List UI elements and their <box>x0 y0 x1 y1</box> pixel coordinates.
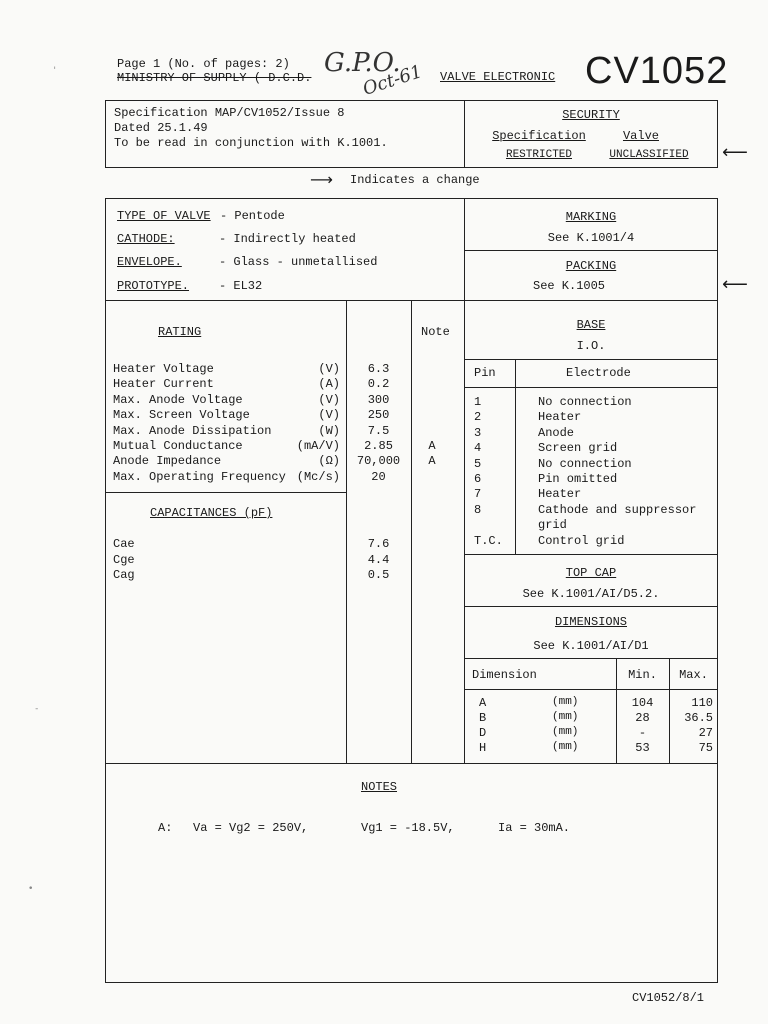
spec-line-2: Dated 25.1.49 <box>114 121 208 135</box>
rating-value: 6.3 <box>367 362 390 376</box>
dimension-name: H <box>479 741 487 755</box>
dimension-min: 53 <box>635 741 650 755</box>
rating-name: Anode Impedance <box>113 454 222 469</box>
notes-label: A: <box>158 821 173 835</box>
valve-category: VALVE ELECTRONIC <box>440 70 556 84</box>
prototype-value: - EL32 <box>219 279 263 293</box>
rating-value: 0.2 <box>367 377 390 392</box>
capacitance-value: 4.4 <box>367 552 390 567</box>
pin-electrode: Control grid <box>538 533 625 548</box>
rating-unit: (Mc/s) <box>296 469 340 484</box>
change-indicator-arrow-icon: ⟶ <box>310 170 333 189</box>
rating-value: 250 <box>367 408 390 423</box>
type-label: TYPE OF VALVE <box>117 209 211 223</box>
rating-note: A <box>428 454 436 469</box>
packing-value: See K.1005 <box>533 279 606 293</box>
handwritten-date: Oct-61 <box>360 61 425 100</box>
spec-label: Specification <box>492 129 586 143</box>
dimension-unit: (mm) <box>552 741 579 753</box>
change-arrow-icon: ⟵ <box>722 274 748 295</box>
rating-unit: (V) <box>318 392 340 407</box>
rating-unit: (V) <box>318 408 340 423</box>
dimension-unit: (mm) <box>552 726 579 738</box>
prototype-label: PROTOTYPE. <box>117 279 190 293</box>
base-title: BASE <box>576 318 606 332</box>
rating-name: Mutual Conductance <box>113 439 243 453</box>
rating-name: Max. Screen Voltage <box>113 408 250 423</box>
pin-number: 6 <box>474 472 482 486</box>
rating-unit: (V) <box>318 362 340 376</box>
dimension-unit: (mm) <box>552 711 579 723</box>
capacitance-name: Cge <box>113 552 135 567</box>
rating-value: 70,000 <box>356 454 401 469</box>
rating-name: Max. Anode Voltage <box>113 392 243 407</box>
rating-note: A <box>428 439 436 453</box>
rating-name: Max. Operating Frequency <box>113 469 286 484</box>
pin-electrode: No connection <box>538 456 632 471</box>
dimension-header: Dimension <box>472 668 537 682</box>
valve-security-value: UNCLASSIFIED <box>609 149 689 161</box>
pin-header: Pin <box>474 366 496 380</box>
base-value: I.O. <box>576 339 606 353</box>
dimension-min: - <box>638 726 647 740</box>
cathode-label: CATHODE: <box>117 232 175 246</box>
marking-value: See K.1001/4 <box>547 231 635 245</box>
type-value: - Pentode <box>220 209 285 223</box>
rating-title: RATING <box>158 325 202 339</box>
notes-text-1: Va = Vg2 = 250V, <box>193 821 309 835</box>
pin-number: 5 <box>474 456 482 471</box>
pin-electrode: Heater <box>538 410 582 425</box>
spec-security-value: RESTRICTED <box>505 149 572 161</box>
valve-code-title: CV1052 <box>585 50 729 92</box>
rating-unit: (mA/V) <box>296 439 340 453</box>
rating-name: Heater Current <box>113 377 214 392</box>
rating-value: 2.85 <box>364 439 393 453</box>
packing-title: PACKING <box>565 259 617 273</box>
scan-speck: ' <box>52 66 58 76</box>
max-header: Max. <box>679 668 708 682</box>
dimension-max: 110 <box>691 696 713 710</box>
dimension-max: 75 <box>698 741 713 755</box>
pin-number: 7 <box>474 487 482 502</box>
top-cap-value: See K.1001/AI/D5.2. <box>522 587 660 601</box>
notes-text-3: Ia = 30mA. <box>498 821 571 835</box>
rating-unit: (A) <box>318 377 340 392</box>
rating-name: Max. Anode Dissipation <box>113 423 272 438</box>
dimension-min: 104 <box>631 696 654 710</box>
rating-unit: (W) <box>318 423 340 438</box>
dimension-name: D <box>479 726 487 740</box>
dimension-max: 36.5 <box>684 711 713 725</box>
capacitances-title: CAPACITANCES (pF) <box>150 506 273 520</box>
notes-text-2: Vg1 = -18.5V, <box>361 821 455 835</box>
notes-title: NOTES <box>361 780 398 794</box>
pin-electrode: Heater <box>538 487 582 502</box>
dimension-max: 27 <box>698 726 713 740</box>
marking-title: MARKING <box>565 210 617 224</box>
pin-electrode: Pin omitted <box>538 472 618 486</box>
cathode-value: - Indirectly heated <box>219 232 356 246</box>
dimension-min: 28 <box>635 711 650 725</box>
top-cap-title: TOP CAP <box>565 566 617 580</box>
dimension-unit: (mm) <box>552 696 579 708</box>
ministry-struck-text: MINISTRY OF SUPPLY ( D.C.D. <box>117 71 312 85</box>
envelope-value: - Glass - unmetallised <box>219 255 378 269</box>
electrode-header: Electrode <box>566 366 631 380</box>
pin-number: 4 <box>474 441 482 456</box>
rating-value: 300 <box>367 392 390 407</box>
pin-electrode: No connection <box>538 395 632 409</box>
pin-electrode: Cathode and suppressor <box>538 502 697 517</box>
capacitance-name: Cae <box>113 537 135 551</box>
page-info: Page 1 (No. of pages: 2) <box>117 57 290 71</box>
scan-speck: ‐ <box>34 704 40 714</box>
security-title: SECURITY <box>562 108 620 122</box>
dimensions-value: See K.1001/AI/D1 <box>533 639 649 653</box>
dimension-name: B <box>479 711 487 725</box>
scan-speck: • <box>28 884 34 894</box>
pin-electrode: grid <box>538 518 567 533</box>
spec-line-3: To be read in conjunction with K.1001. <box>114 136 388 150</box>
rating-value: 7.5 <box>367 423 390 438</box>
dimension-name: A <box>479 696 487 710</box>
min-header: Min. <box>628 668 657 682</box>
pin-number: 3 <box>474 425 482 440</box>
change-arrow-icon: ⟵ <box>722 142 748 163</box>
rating-unit: (Ω) <box>318 454 340 469</box>
capacitance-value: 0.5 <box>367 568 390 582</box>
rating-name: Heater Voltage <box>113 362 214 376</box>
pin-electrode: Anode <box>538 425 575 440</box>
valve-label: Valve <box>622 129 659 143</box>
change-note: Indicates a change <box>350 173 480 187</box>
spec-line-1: Specification MAP/CV1052/Issue 8 <box>114 106 345 120</box>
pin-number: 2 <box>474 410 482 425</box>
footer-ref: CV1052/8/1 <box>632 991 705 1005</box>
note-header: Note <box>421 325 450 339</box>
capacitance-value: 7.6 <box>367 537 390 551</box>
envelope-label: ENVELOPE. <box>117 255 182 269</box>
pin-electrode: Screen grid <box>538 441 618 456</box>
handwritten-note: G.P.O. <box>324 48 401 78</box>
pin-number: T.C. <box>474 533 503 548</box>
rating-value: 20 <box>371 469 386 484</box>
pin-number: 8 <box>474 502 482 517</box>
capacitance-name: Cag <box>113 568 135 582</box>
dimensions-title: DIMENSIONS <box>554 615 627 629</box>
pin-number: 1 <box>474 395 482 409</box>
